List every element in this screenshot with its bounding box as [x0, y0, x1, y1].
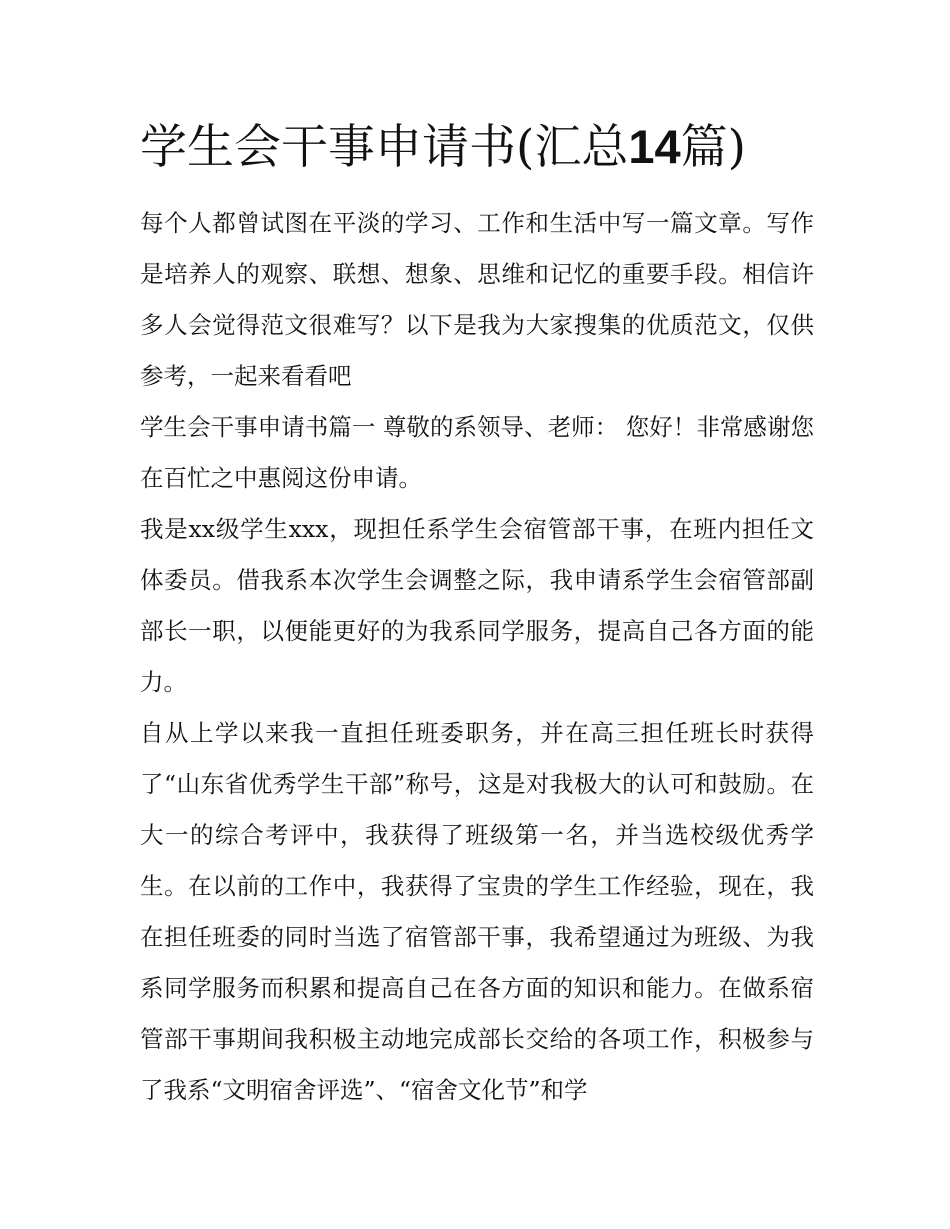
- title-text-part2: 篇): [680, 120, 746, 175]
- intro-paragraph: 每个人都曾试图在平淡的学习、工作和生活中写一篇文章。写作是培养人的观察、联想、想象、思维和记忆的重要手段。相信许多人会觉得范文很难写？以下是我为大家搜集的优质范文，仅供参考，一起来看看吧: [140, 209, 814, 390]
- title-text-part1: 学生会干事申请书(汇总: [140, 120, 629, 175]
- document-title: [140, 112, 840, 183]
- title-number: 14: [628, 120, 681, 173]
- experience-paragraph: 自从上学以来我一直担任班委职务，并在高三担任班长时获得了“山东省优秀学生干部”称号，这是对我极大的认可和鼓励。在大一的综合考评中，我获得了班级第一名，并当选校级优秀学生。在以前的工作中，我获得了宝贵的学生工作经验，现在，我在担任班委的同时当选了宿管部干事，我希望通过为班级、为我系同学服务而积累和提高自己在各方面的知识和能力。在做系宿管部干事期间我积极主动地完成部长交给的各项工作，积极参与了我系“文明宿舍评选”、“宿舍文化节”和学: [140, 719, 814, 1104]
- salutation-paragraph: 学生会干事申请书篇一 尊敬的系领导、老师： 您好！非常感谢您在百忙之中惠阅这份申请。: [140, 413, 814, 492]
- self-introduction-paragraph: 我是xx级学生xxx，现担任系学生会宿管部干事，在班内担任文体委员。借我系本次学生会调整之际，我申请系学生会宿管部副部长一职，以便能更好的为我系同学服务，提高自己各方面的能力。: [140, 515, 814, 696]
- document-body: [140, 198, 814, 1116]
